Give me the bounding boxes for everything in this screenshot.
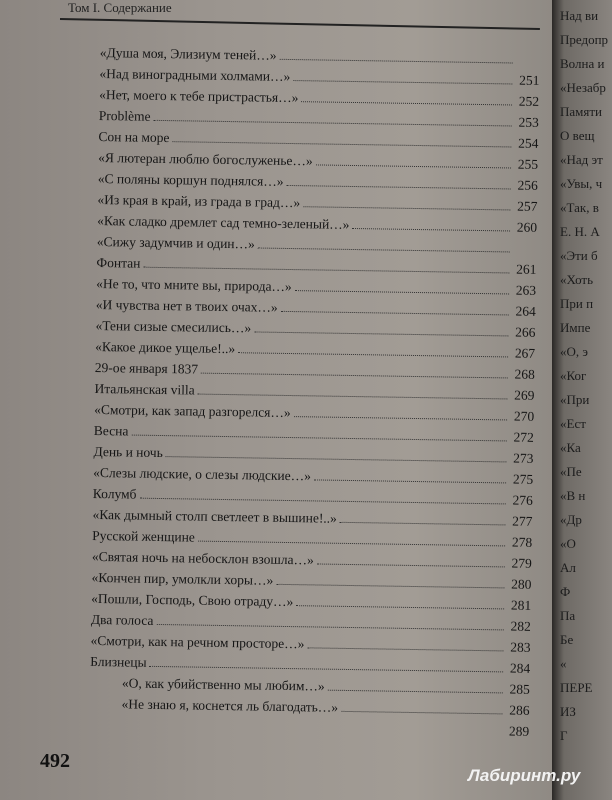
toc-entry-page: 267 — [514, 345, 536, 361]
toc-entry-title: День и ночь — [93, 443, 163, 461]
facing-page-line: «Незабр — [560, 80, 606, 95]
toc-leader-dots — [258, 248, 510, 253]
toc-entry-page: 266 — [515, 324, 536, 340]
toc-entry-title: «О, как убийственно мы любим…» — [121, 675, 325, 694]
toc-entry-title: Сон на море — [98, 128, 170, 146]
toc-leader-dots — [280, 59, 513, 64]
facing-page-line: Ал — [560, 560, 576, 575]
toc-entry-title: «Смотри, как на речном просторе…» — [90, 632, 305, 652]
toc-leader-dots — [301, 101, 512, 105]
facing-page-line: Е. Н. А — [560, 224, 600, 239]
toc-leader-dots — [328, 690, 503, 694]
toc-entry-page: 272 — [513, 429, 534, 445]
toc-entry-page: 278 — [511, 534, 533, 550]
toc-entry-title: «Не знаю я, коснется ль благодать…» — [121, 696, 339, 715]
header-rule — [60, 18, 540, 30]
facing-page-line: «О — [560, 536, 576, 551]
toc-entry-page: 252 — [518, 93, 540, 109]
toc-entry-title: «Сижу задумчив и один…» — [96, 233, 255, 252]
facing-page — [552, 0, 612, 800]
toc-leader-dots — [286, 185, 510, 190]
toc-entry-page: 255 — [517, 156, 539, 172]
toc-entry-title: «Душа моя, Элизиум теней…» — [99, 44, 277, 63]
facing-page-line: Предопр — [560, 32, 609, 47]
toc-entry-page: 280 — [511, 576, 532, 592]
toc-entry-page: 251 — [519, 72, 540, 88]
toc-leader-dots — [340, 522, 506, 526]
toc-entry-page: 260 — [516, 219, 538, 235]
toc-entry-page: 279 — [511, 555, 532, 571]
toc-entry-page: 254 — [518, 135, 539, 151]
facing-page-line: «Пе — [560, 464, 582, 479]
toc-leader-dots — [295, 290, 509, 294]
toc-leader-dots — [238, 352, 508, 357]
facing-page-line: О вещ — [560, 128, 595, 143]
facing-page-line: При п — [560, 296, 594, 311]
toc-entry-title: Problème — [98, 107, 151, 124]
toc-entry-page: 284 — [509, 660, 531, 676]
facing-page-line: Ф — [560, 584, 571, 599]
facing-page-line: Бе — [560, 632, 574, 647]
facing-page-line: «Так, в — [560, 200, 599, 215]
toc-leader-dots — [314, 479, 506, 483]
toc-entry-page: 277 — [512, 513, 533, 529]
toc-entry-page: 264 — [515, 303, 536, 319]
toc-entry-title: «Тени сизые смесились…» — [95, 317, 252, 336]
toc-entry-title: «С поляны коршун поднялся…» — [97, 170, 284, 189]
facing-page-line: « — [560, 656, 567, 671]
toc-leader-dots — [316, 164, 511, 168]
facing-page-line: Волна и — [560, 56, 605, 71]
toc-leader-dots — [293, 80, 512, 84]
facing-page-line: «Увы, ч — [560, 176, 603, 191]
watermark-logo: Лабиринт.ру — [468, 766, 581, 785]
toc-entry-title: «Как сладко дремлет сад темно-зеленый…» — [97, 212, 350, 232]
toc-leader-dots — [296, 605, 504, 609]
toc-entry-title: «Смотри, как запад разгорелся…» — [94, 401, 291, 421]
toc-entry-title: «Не то, что мните вы, природа…» — [96, 275, 292, 295]
facing-page-line: «Ка — [560, 440, 581, 455]
facing-page-line: Па — [560, 608, 576, 623]
toc-entry-page: 283 — [510, 639, 531, 655]
toc-entry-title: Итальянская villa — [94, 380, 195, 398]
toc-entry-title: «Над виноградными холмами…» — [99, 65, 291, 84]
toc-entry-title: «Из края в край, из града в град…» — [97, 191, 301, 211]
toc-entry-page: 282 — [510, 618, 531, 634]
page-number: 492 — [40, 750, 70, 772]
toc-entry-page: 286 — [509, 702, 530, 718]
facing-page-line: «Ког — [560, 368, 587, 383]
toc-leader-dots — [303, 206, 510, 210]
toc-leader-dots — [341, 711, 502, 715]
toc-leader-dots — [352, 228, 510, 231]
facing-page-line: ПЕРЕ — [560, 680, 593, 695]
facing-page-line: «Ест — [560, 416, 586, 431]
facing-page-line: «Хоть — [560, 272, 594, 287]
toc-entry-title: Русской женщине — [92, 527, 195, 545]
toc-extra-page-number: 289 — [508, 723, 530, 739]
toc-entry-title: «Как дымный столп светлеет в вышине!..» — [92, 506, 338, 526]
facing-page-line: «Эти б — [560, 248, 598, 263]
toc-entry-title: «Пошли, Господь, Свою отраду…» — [91, 590, 294, 610]
table-of-contents — [89, 40, 540, 740]
toc-entry-page: 253 — [518, 114, 539, 130]
facing-page-line: «При — [560, 392, 590, 407]
toc-entry-title: «И чувства нет в твоих очах…» — [95, 296, 278, 315]
toc-entry-page: 270 — [513, 408, 535, 424]
toc-entry-title: Весна — [93, 422, 129, 439]
toc-leader-dots — [281, 311, 509, 316]
toc-entry-page: 268 — [514, 366, 535, 382]
toc-entry-page: 275 — [512, 471, 534, 487]
toc-entry-title: «Нет, моего к тебе пристрастья…» — [99, 86, 299, 106]
toc-entry-page: 257 — [517, 198, 538, 214]
toc-leader-dots — [317, 563, 505, 567]
toc-entry-page: 285 — [509, 681, 530, 697]
facing-page-line: «Над эт — [560, 152, 603, 167]
facing-page-line: Г — [560, 728, 568, 743]
toc-entry-page: 281 — [510, 597, 532, 613]
toc-leader-dots — [294, 416, 507, 420]
facing-page-line: Над ви — [560, 8, 599, 23]
toc-leader-dots — [307, 647, 503, 651]
toc-entry-title: «Святая ночь на небосклон взошла…» — [91, 548, 314, 568]
toc-entry-title: «Слезы людские, о слезы людские…» — [93, 464, 312, 484]
toc-entry-page: 256 — [517, 177, 538, 193]
toc-leader-dots — [254, 331, 508, 336]
toc-entry-page: 269 — [514, 387, 535, 403]
running-header: Том I. Содержание — [68, 0, 172, 15]
facing-page-line: «Др — [560, 512, 582, 527]
facing-page-line: «В н — [560, 488, 586, 503]
toc-entry-page: 273 — [513, 450, 534, 466]
toc-entry-page: 276 — [512, 492, 533, 508]
facing-page-line: Памяти — [560, 104, 603, 119]
toc-entry-title: «Какое дикое ущелье!..» — [95, 338, 236, 357]
toc-entry-title: 29-ое января 1837 — [94, 359, 199, 377]
toc-entry-title: Фонтан — [96, 254, 141, 271]
toc-entry-page: 263 — [515, 282, 537, 298]
facing-page-line: ИЗ — [560, 704, 576, 719]
toc-entry-page: 261 — [516, 261, 537, 277]
toc-entry-title: Два голоса — [90, 611, 154, 628]
toc-entry-title: «Кончен пир, умолкли хоры…» — [91, 569, 274, 588]
facing-page-line: Импе — [560, 320, 591, 335]
toc-entry-title: «Я лютеран люблю богослуженье…» — [98, 149, 313, 169]
toc-entry-title: Колумб — [92, 485, 137, 502]
toc-entry-title: Близнецы — [90, 653, 147, 670]
toc-leader-dots — [276, 584, 504, 589]
facing-page-line: «О, э — [560, 344, 588, 359]
